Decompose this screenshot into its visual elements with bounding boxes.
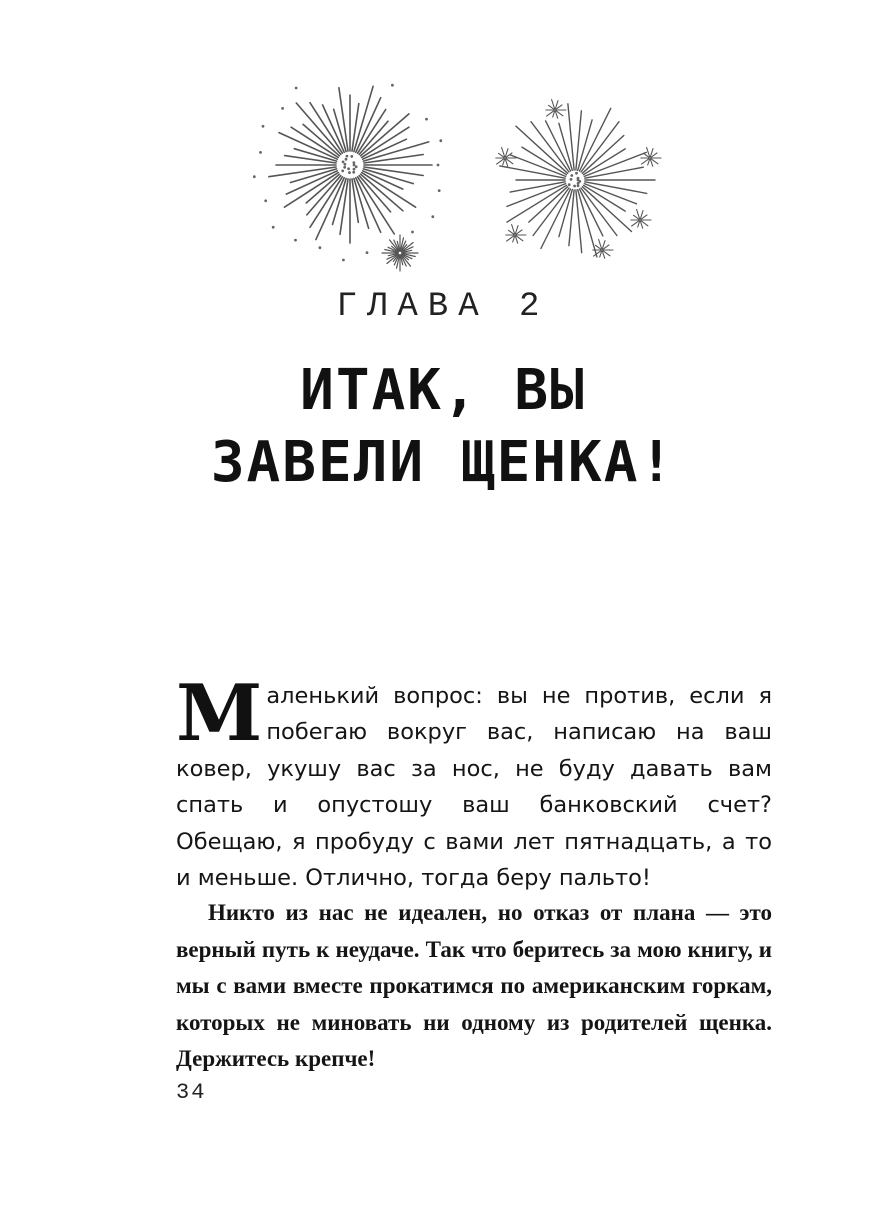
chapter-title-line-1: ИТАК, ВЫ bbox=[300, 358, 586, 423]
chapter-title bbox=[0, 355, 886, 499]
paragraph-2: Никто из нас не идеален, но отказ от плана — это верный путь к неудаче. Так что беритесь за мою книгу, и мы с вами вместе прокатимся по американским горкам, которых не миновать ни одному из родителей щенка. Держитесь крепче! bbox=[176, 900, 772, 1071]
chapter-title-line-2: ЗАВЕЛИ ЩЕНКА! bbox=[210, 430, 676, 495]
fireworks-icon bbox=[250, 80, 690, 280]
paragraph-1-text: аленький вопрос: вы не против, если я побегаю вокруг вас, написаю на ваш ковер, укушу вас за нос, не буду давать вам спать и опустошу ваш банковский счет? Обещаю, я пробуду с вами лет пятнадцать, а то и меньше. Отлично, тогда беру пальто! bbox=[176, 682, 772, 891]
chapter-label: ГЛАВА 2 bbox=[336, 288, 550, 326]
drop-cap: М bbox=[176, 667, 263, 759]
paragraph-1 bbox=[176, 667, 772, 897]
page-number: 34 bbox=[176, 1080, 207, 1105]
